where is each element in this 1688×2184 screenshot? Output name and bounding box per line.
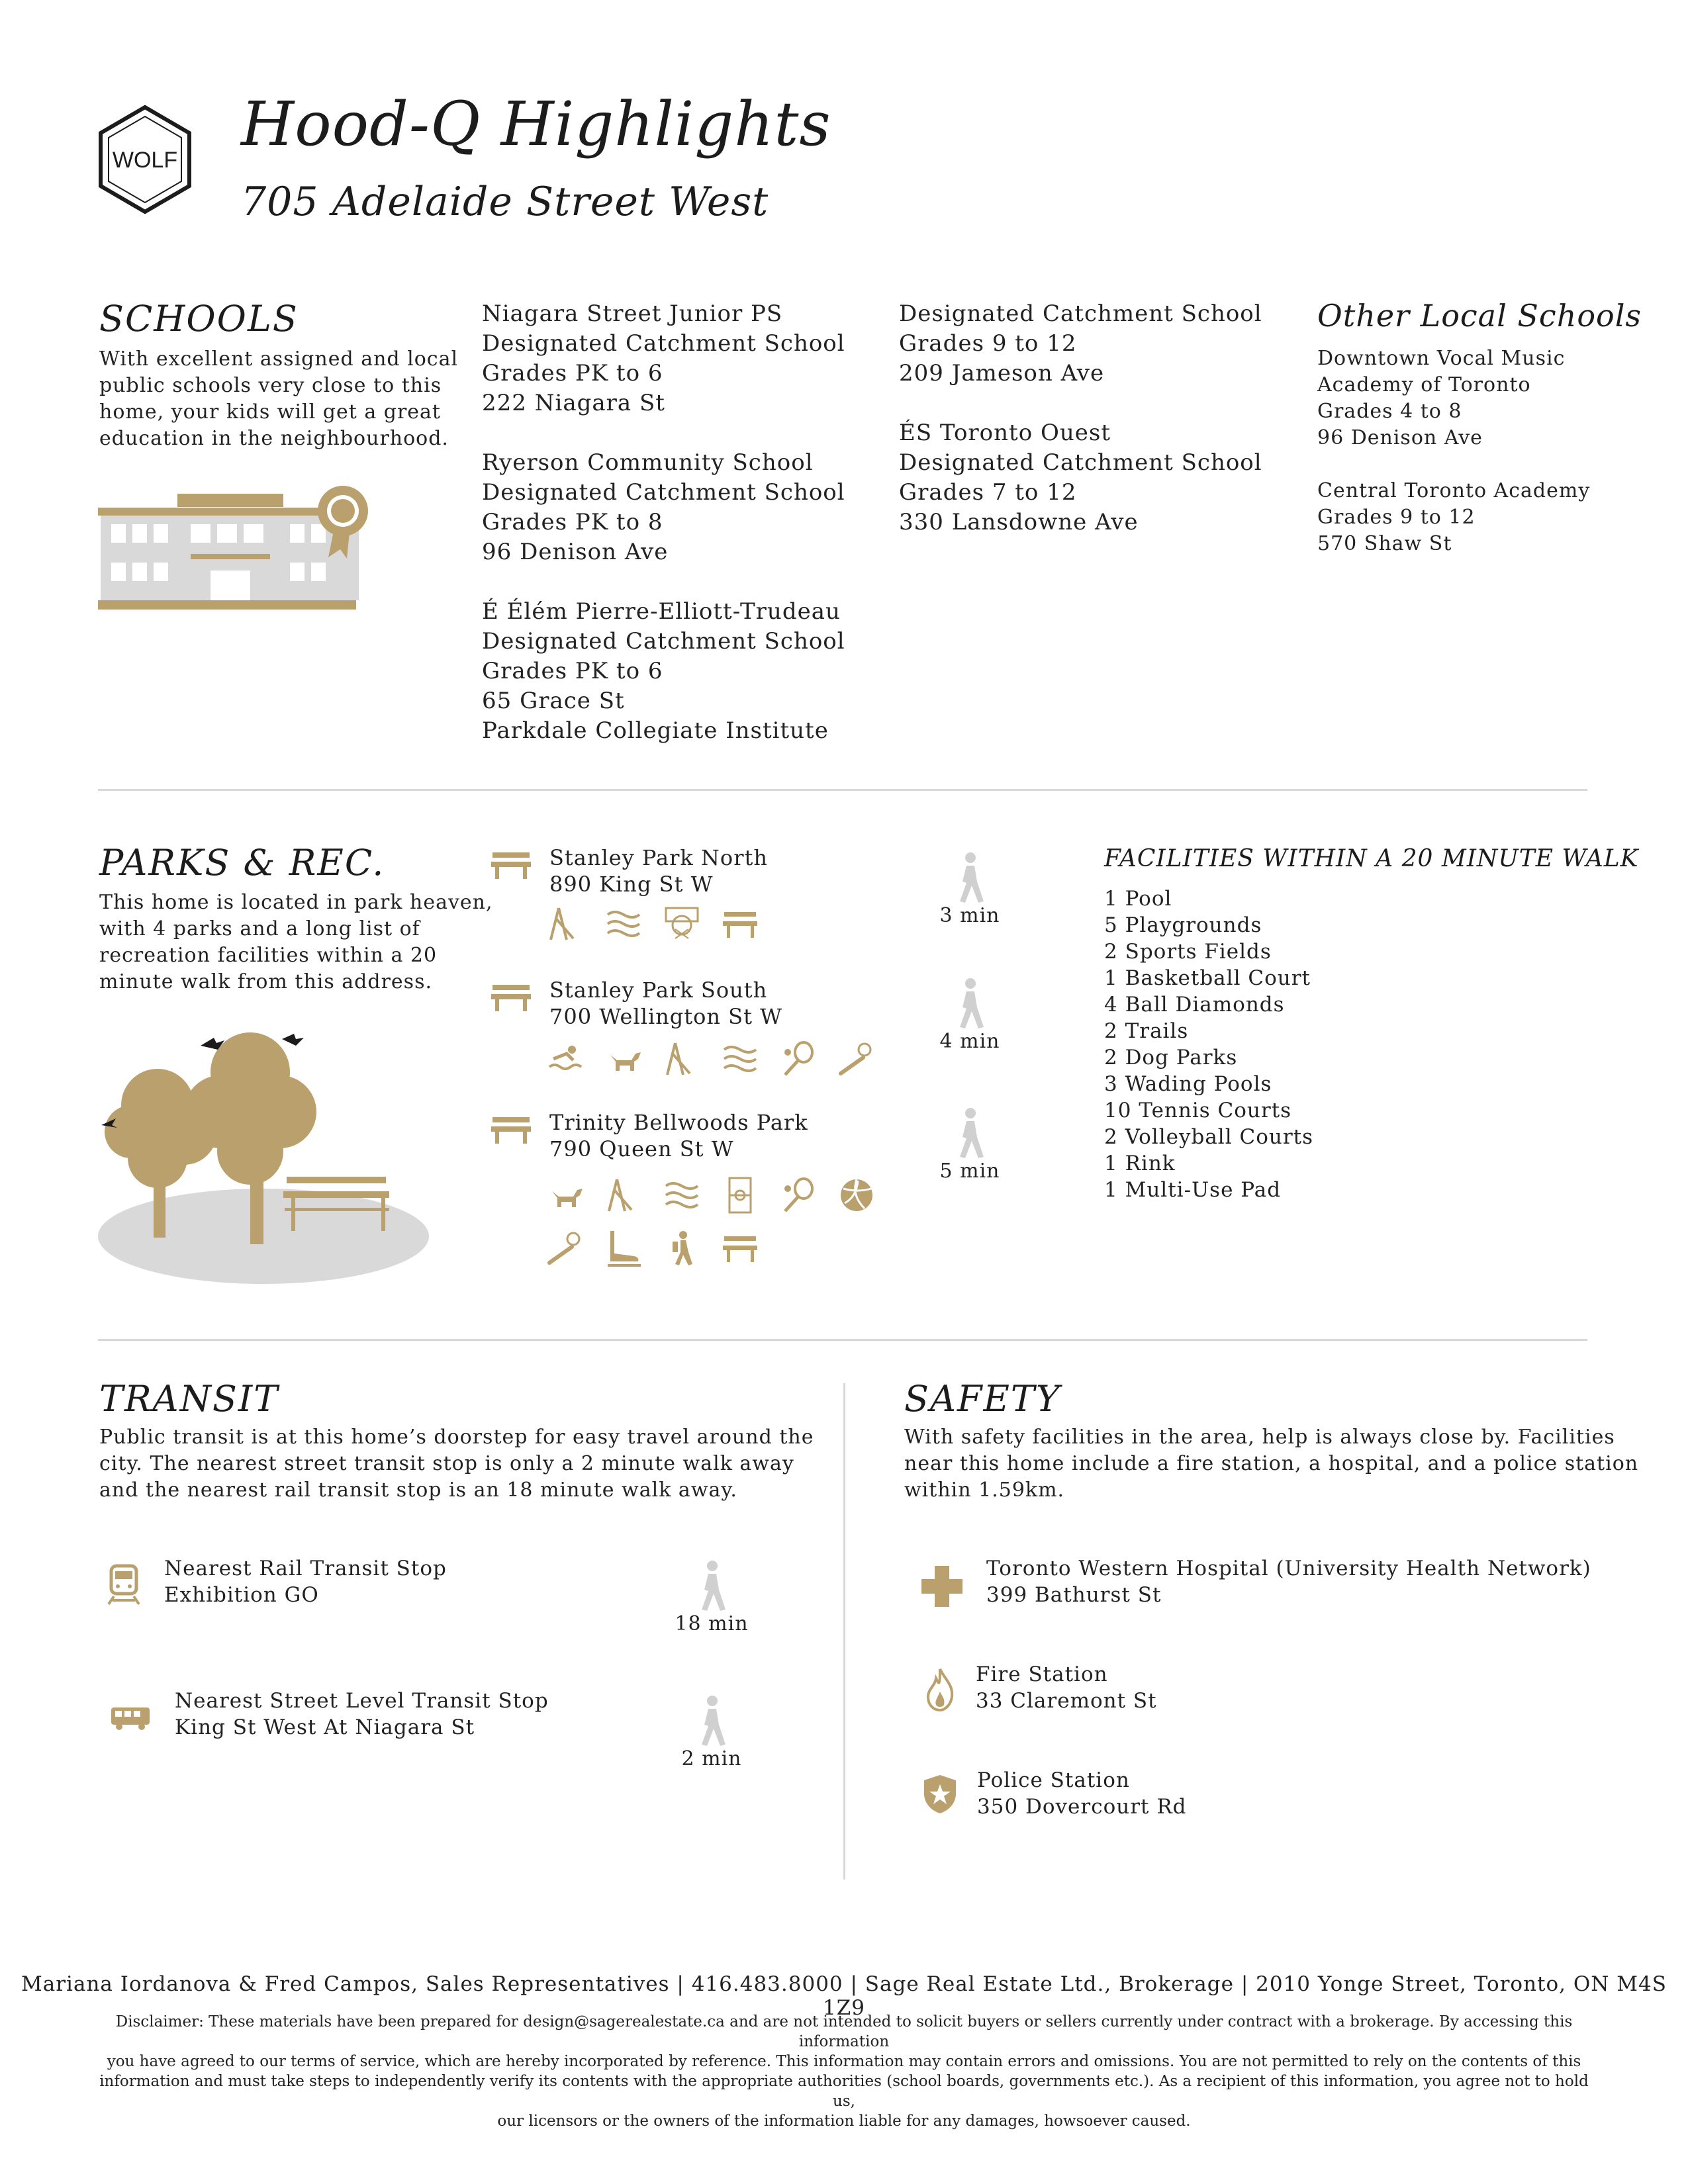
walking-person-icon: [669, 1559, 755, 1612]
wolf-logo: [95, 103, 195, 216]
school-entry: Downtown Vocal Music Academy of Toronto Grades 4 to 8 96 Denison Ave: [1317, 347, 1566, 449]
other-schools-list: [1317, 345, 1590, 557]
fire-station-entry: [976, 1661, 1157, 1714]
playground-icon: [605, 1177, 642, 1214]
park-name: Stanley Park North: [549, 845, 768, 870]
facility-item: 1 Rink: [1104, 1152, 1176, 1175]
amenity-row: [547, 1230, 891, 1267]
police-station-name: Police Station: [977, 1768, 1130, 1792]
walk-time: 18 min: [669, 1559, 755, 1635]
fire-icon: [925, 1668, 955, 1711]
facility-item: 5 Playgrounds: [1104, 913, 1262, 937]
section-divider: [98, 789, 1587, 791]
property-address: 705 Adelaide Street West: [241, 179, 769, 225]
basketball-icon: [663, 905, 700, 942]
school-entry: ÉS Toronto Ouest Designated Catchment School Grades 7 to 12 330 Lansdowne Ave: [899, 420, 1262, 535]
parks-intro: This home is located in park heaven, with 4 parks and a long list of recreation facilities within a 20 minute walk from this address.: [99, 891, 493, 993]
tennis-icon: [780, 1040, 817, 1077]
facilities-title: FACILITIES WITHIN A 20 MINUTE WALK: [1104, 845, 1639, 872]
wading-pool-icon: [663, 1177, 700, 1214]
schools-intro: With excellent assigned and local public schools very close to this home, your kids will get a great education in the neighbourhood.: [99, 347, 459, 450]
facility-item: 2 Sports Fields: [1104, 940, 1272, 964]
park-amenities: [547, 1177, 891, 1283]
playground-icon: [547, 905, 584, 942]
park-entry: [549, 1109, 808, 1162]
dog-park-icon: [605, 1040, 642, 1077]
school-entry: Central Toronto Academy Grades 9 to 12 570 Shaw St: [1317, 479, 1591, 555]
school-building-illustration: [98, 478, 376, 617]
walk-time: 2 min: [669, 1694, 755, 1770]
park-entry: [549, 844, 768, 897]
facility-item: 2 Volleyball Courts: [1104, 1125, 1314, 1149]
rink-icon: [605, 1230, 642, 1267]
walk-time: 5 min: [927, 1107, 1013, 1183]
baseball-icon: [547, 1230, 584, 1267]
parks-title: PARKS & REC.: [99, 842, 385, 884]
park-amenities: [547, 905, 759, 958]
amenity-row: [547, 1040, 875, 1077]
street-stop-name: King St West At Niagara St: [175, 1715, 475, 1739]
volleyball-icon: [838, 1177, 875, 1214]
trail-icon: [663, 1230, 700, 1267]
svg-text:WOLF: WOLF: [112, 148, 178, 173]
rail-stop-name: Exhibition GO: [164, 1583, 319, 1607]
bench-icon: [722, 905, 759, 942]
safety-intro: With safety facilities in the area, help is always close by. Facilities near this home include a fire station, a hospital, and a police station within 1.59km.: [904, 1426, 1639, 1502]
facility-item: 1 Basketball Court: [1104, 966, 1311, 990]
schools-column-2: [899, 299, 1262, 537]
park-entry: [549, 977, 782, 1030]
park-name: Trinity Bellwoods Park: [549, 1110, 808, 1135]
school-entry: Niagara Street Junior PS Designated Catchment School Grades PK to 6 222 Niagara St: [482, 300, 845, 416]
column-divider: [843, 1383, 845, 1880]
hospital-entry: [986, 1555, 1591, 1608]
transit-title: TRANSIT: [99, 1378, 279, 1420]
safety-title: SAFETY: [904, 1378, 1061, 1420]
walking-person-icon: [669, 1694, 755, 1747]
disclaimer: Disclaimer: These materials have been prepared for design@sagerealestate.ca and are not intended to solicit buyers or sellers currently under contract with a brokerage. By accessing this information you have agreed to our terms of service, which are hereby incorporated by reference. This information may contain errors and omissions. You are not permitted to rely on the contents of this information and must take steps to independently verify its contents with the appropriate authorities (school boards, governments etc.). As a recipient of this information, you agree not to hold us, our licensors or the owners of the information liable for any damages, howsoever caused.: [99, 2013, 1589, 2130]
park-address: 700 Wellington St W: [549, 1004, 783, 1029]
school-entry: Ryerson Community School Designated Catchment School Grades PK to 8 96 Denison Ave: [482, 449, 845, 565]
park-address: 790 Queen St W: [549, 1136, 734, 1161]
facility-item: 4 Ball Diamonds: [1104, 993, 1285, 1017]
dog-park-icon: [547, 1177, 584, 1214]
school-entry: Designated Catchment School Grades 9 to 12 209 Jameson Ave: [899, 300, 1262, 387]
park-name: Stanley Park South: [549, 978, 768, 1003]
page-title: Hood-Q Highlights: [241, 89, 831, 159]
fire-station-address: 33 Claremont St: [976, 1689, 1157, 1713]
wading-pool-icon: [722, 1040, 759, 1077]
walk-time: 4 min: [927, 977, 1013, 1053]
bench-icon: [722, 1230, 759, 1267]
park-bench-icon: [491, 851, 531, 880]
park-trees-illustration: [98, 1026, 442, 1291]
hospital-address: 399 Bathurst St: [986, 1583, 1162, 1607]
facility-item: 2 Trails: [1104, 1019, 1189, 1043]
street-stop-label: Nearest Street Level Transit Stop: [175, 1689, 549, 1713]
amenity-row: [547, 905, 759, 942]
train-icon: [107, 1563, 140, 1606]
police-station-entry: [977, 1767, 1187, 1820]
tennis-icon: [780, 1177, 817, 1214]
street-stop: [175, 1688, 549, 1741]
park-address: 890 King St W: [549, 872, 714, 897]
amenity-row: [547, 1177, 891, 1214]
police-station-address: 350 Dovercourt Rd: [977, 1795, 1187, 1819]
baseball-icon: [838, 1040, 875, 1077]
wading-pool-icon: [605, 905, 642, 942]
school-entry: É Élém Pierre-Elliott-Trudeau Designated Catchment School Grades PK to 6 65 Grace St Parkdale Collegiate Institute: [482, 598, 845, 744]
rail-stop-label: Nearest Rail Transit Stop: [164, 1557, 447, 1580]
footer-contact: Mariana Iordanova & Fred Campos, Sales Representatives | 416.483.8000 | Sage Real Estate Ltd., Brokerage | 2010 Yonge Street, Toronto, ON M4S 1Z9: [21, 1972, 1667, 2020]
police-badge-icon: [923, 1774, 957, 1815]
rail-stop: [164, 1555, 447, 1608]
park-bench-icon: [491, 983, 531, 1013]
park-amenities: [547, 1040, 875, 1093]
walking-person-icon: [927, 851, 1013, 904]
walking-person-icon: [927, 1107, 1013, 1160]
facilities-list: [1104, 886, 1313, 1203]
fire-station-name: Fire Station: [976, 1662, 1108, 1686]
hospital-name: Toronto Western Hospital (University Health Network): [986, 1557, 1591, 1580]
facility-item: 1 Pool: [1104, 887, 1172, 911]
walking-person-icon: [927, 977, 1013, 1030]
park-bench-icon: [491, 1116, 531, 1145]
schools-column-1: [482, 299, 845, 746]
transit-intro: Public transit is at this home’s doorstep for easy travel around the city. The nearest street transit stop is only a 2 minute walk away and the nearest rail transit stop is an 18 minute walk away.: [99, 1426, 814, 1502]
facility-item: 1 Multi-Use Pad: [1104, 1178, 1282, 1202]
hospital-cross-icon: [920, 1565, 964, 1608]
other-schools-title: Other Local Schools: [1317, 298, 1642, 334]
sports-field-icon: [722, 1177, 759, 1214]
facility-item: 2 Dog Parks: [1104, 1046, 1238, 1069]
walk-time: 3 min: [927, 851, 1013, 927]
playground-icon: [663, 1040, 700, 1077]
section-divider: [98, 1339, 1587, 1341]
pool-icon: [547, 1040, 584, 1077]
facility-item: 3 Wading Pools: [1104, 1072, 1272, 1096]
facility-item: 10 Tennis Courts: [1104, 1099, 1292, 1122]
schools-title: SCHOOLS: [99, 298, 299, 340]
bus-icon: [110, 1705, 152, 1731]
